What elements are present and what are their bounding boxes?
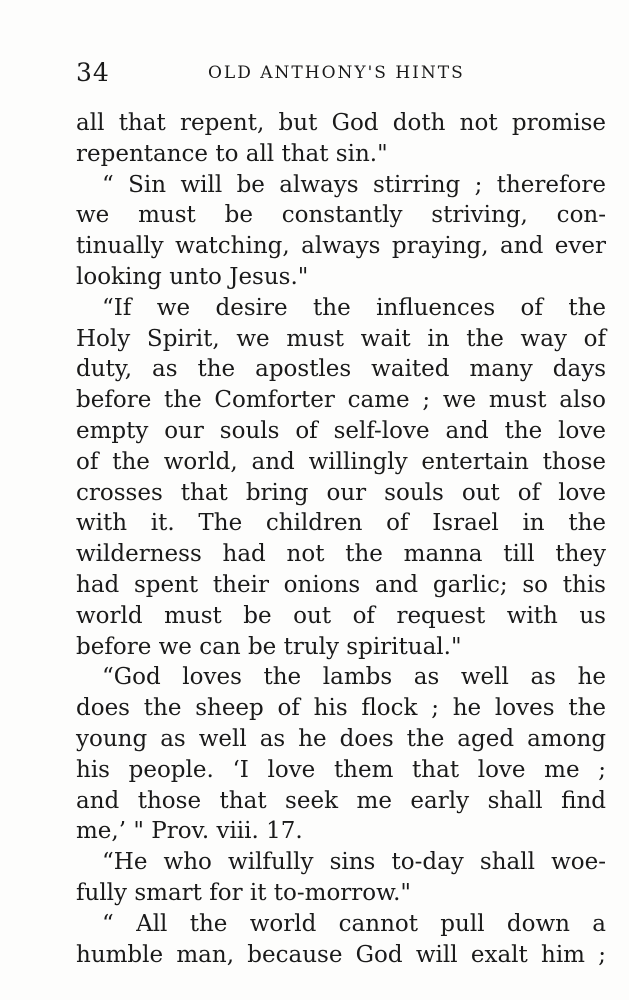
text-line: fully smart for it to-morrow." bbox=[76, 879, 411, 906]
text-line: young as well as he does the aged among bbox=[76, 725, 606, 752]
text-line: looking unto Jesus." bbox=[76, 263, 309, 290]
text-line: had spent their onions and garlic; so this bbox=[76, 571, 606, 598]
text-line: “ Sin will be always stirring ; therefore bbox=[102, 171, 606, 198]
text-line: his people. ‘I love them that love me ; bbox=[76, 756, 606, 783]
text-line: crosses that bring our souls out of love bbox=[76, 479, 606, 506]
text-line: me,’ " Prov. viii. 17. bbox=[76, 818, 303, 845]
text-line: we must be constantly striving, con- bbox=[76, 202, 606, 229]
text-line: of the world, and willingly entertain those bbox=[76, 448, 606, 475]
text-line: “If we desire the influences of the bbox=[102, 294, 606, 321]
text-line: and those that seek me early shall find bbox=[76, 787, 606, 814]
text-line: wilderness had not the manna till they bbox=[76, 541, 606, 568]
text-line: before we can be truly spiritual." bbox=[76, 633, 462, 660]
text-line: repentance to all that sin." bbox=[76, 140, 388, 167]
text-line: “ All the world cannot pull down a bbox=[102, 910, 606, 937]
text-line: all that repent, but God doth not promise bbox=[76, 110, 606, 136]
text-line: empty our souls of self-love and the love bbox=[76, 417, 606, 444]
text-line: does the sheep of his flock ; he loves the bbox=[76, 695, 606, 722]
text-line: “God loves the lambs as well as he bbox=[102, 664, 606, 691]
text-line: tinually watching, always praying, and ever bbox=[76, 233, 606, 260]
running-title: OLD ANTHONY'S HINTS bbox=[208, 63, 465, 83]
text-line: world must be out of request with us bbox=[76, 602, 606, 629]
page-number: 34 bbox=[76, 58, 110, 87]
text-line: humble man, because God will exalt him ; bbox=[76, 941, 606, 968]
page-header bbox=[76, 58, 606, 88]
text-line: “He who wilfully sins to-day shall woe- bbox=[102, 849, 606, 876]
text-line: duty, as the apostles waited many days bbox=[76, 356, 606, 383]
text-line: with it. The children of Israel in the bbox=[76, 510, 606, 537]
text-line: Holy Spirit, we must wait in the way of bbox=[76, 325, 606, 352]
body-text bbox=[76, 108, 606, 970]
text-line: before the Comforter came ; we must also bbox=[76, 387, 606, 414]
